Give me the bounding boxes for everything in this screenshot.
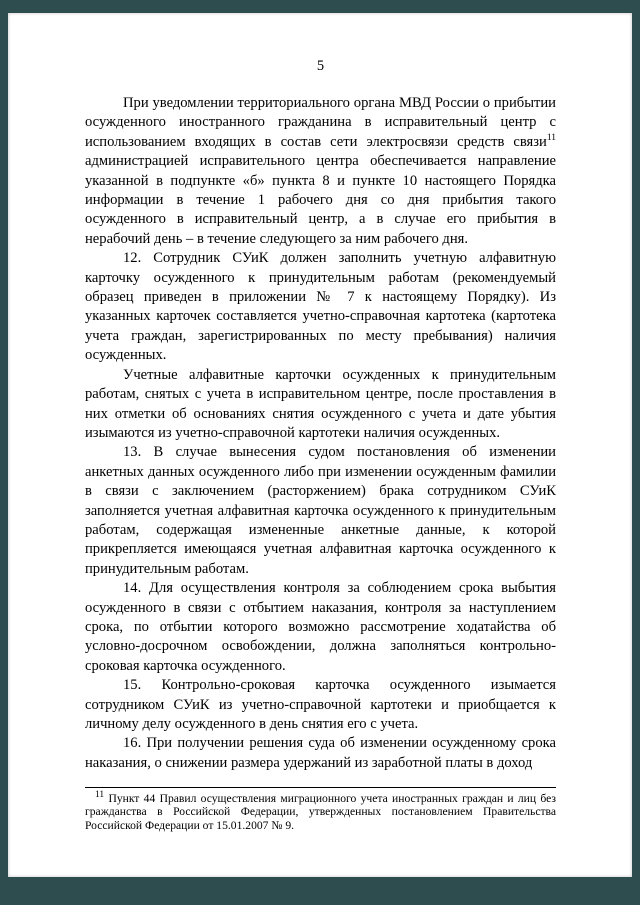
paragraph-cards-removal: Учетные алфавитные карточки осужденных к принудительным работам, снятых с учета в исправительном центре, после проставления в них отметки об основаниях снятия осужденного с учета и дате убытия изымаются из учетно-справочной картотеки наличия осужденных. [85, 366, 556, 441]
footnote-marker: 11 [95, 789, 105, 800]
footnote-block [85, 787, 556, 833]
page-number: 5 [316, 58, 325, 74]
footnote-ref-11: 11 [546, 132, 556, 143]
paragraph-item-12: 12. Сотрудник СУиК должен заполнить учетную алфавитную карточку осужденного к принудительным работам (рекомендуемый образец приведен в приложении № 7 к настоящему Порядку). Из указанных карточек составляется учетно-справочная картотека (картотека учета граждан, зарегистрированных по месту пребывания) наличия осужденных. [85, 250, 556, 364]
paragraph-intro [85, 94, 556, 249]
paragraph-item-16: 16. При получении решения суда об изменении осужденному срока наказания, о снижении размера удержаний из заработной платы в доход [85, 735, 556, 771]
paragraph-item-15: 15. Контрольно-сроковая карточка осужденного изымается сотрудником СУиК из учетно-справочной картотеки и приобщается к личному делу осужденного в день снятия его с учета. [85, 677, 556, 732]
body-text [85, 94, 556, 773]
paragraph-intro-part2: администрацией исправительного центра обеспечивается направление указанной в подпункте «б» пункта 8 и пункте 10 настоящего Порядка информации в течение 1 рабочего дня со дня прибытия такого осужденного в исправительный центр, а в случае его прибытия в нерабочий день – в течение следующего за ним рабочего дня. [85, 153, 556, 247]
footnote-separator [85, 787, 556, 788]
footnote-text: Пункт 44 Правил осуществления миграционного учета иностранных граждан и лиц без гражданства в Российской Федерации, утвержденных постановлением Правительства Российской Федерации от 15.01.2007 № 9. [85, 791, 556, 833]
footnote [85, 789, 556, 833]
paragraph-item-13: 13. В случае вынесения судом постановления об изменении анкетных данных осужденного либо при изменении осужденным фамилии в связи с заключением (расторжением) брака сотрудником СУиК заполняется учетная алфавитная карточка осужденного к принудительным работам, содержащая измененные анкетные данные, к которой прикрепляется имеющаяся учетная алфавитная карточка осужденного к принудительным работам. [85, 444, 556, 577]
document-page [8, 13, 632, 877]
paragraph-item-14: 14. Для осуществления контроля за соблюдением срока выбытия осужденного в связи с отбытием наказания, контроля за наступлением срока, по отбытии которого возможно рассмотрение ходатайства об условно-досрочном освобождении, должна заполняться контрольно-сроковая карточка осужденного. [85, 580, 556, 674]
paragraph-intro-part1: При уведомлении территориального органа МВД России о прибытии осужденного иностранного гражданина в исправительный центр с использованием входящих в состав сети электросвязи средств связи [85, 95, 556, 150]
